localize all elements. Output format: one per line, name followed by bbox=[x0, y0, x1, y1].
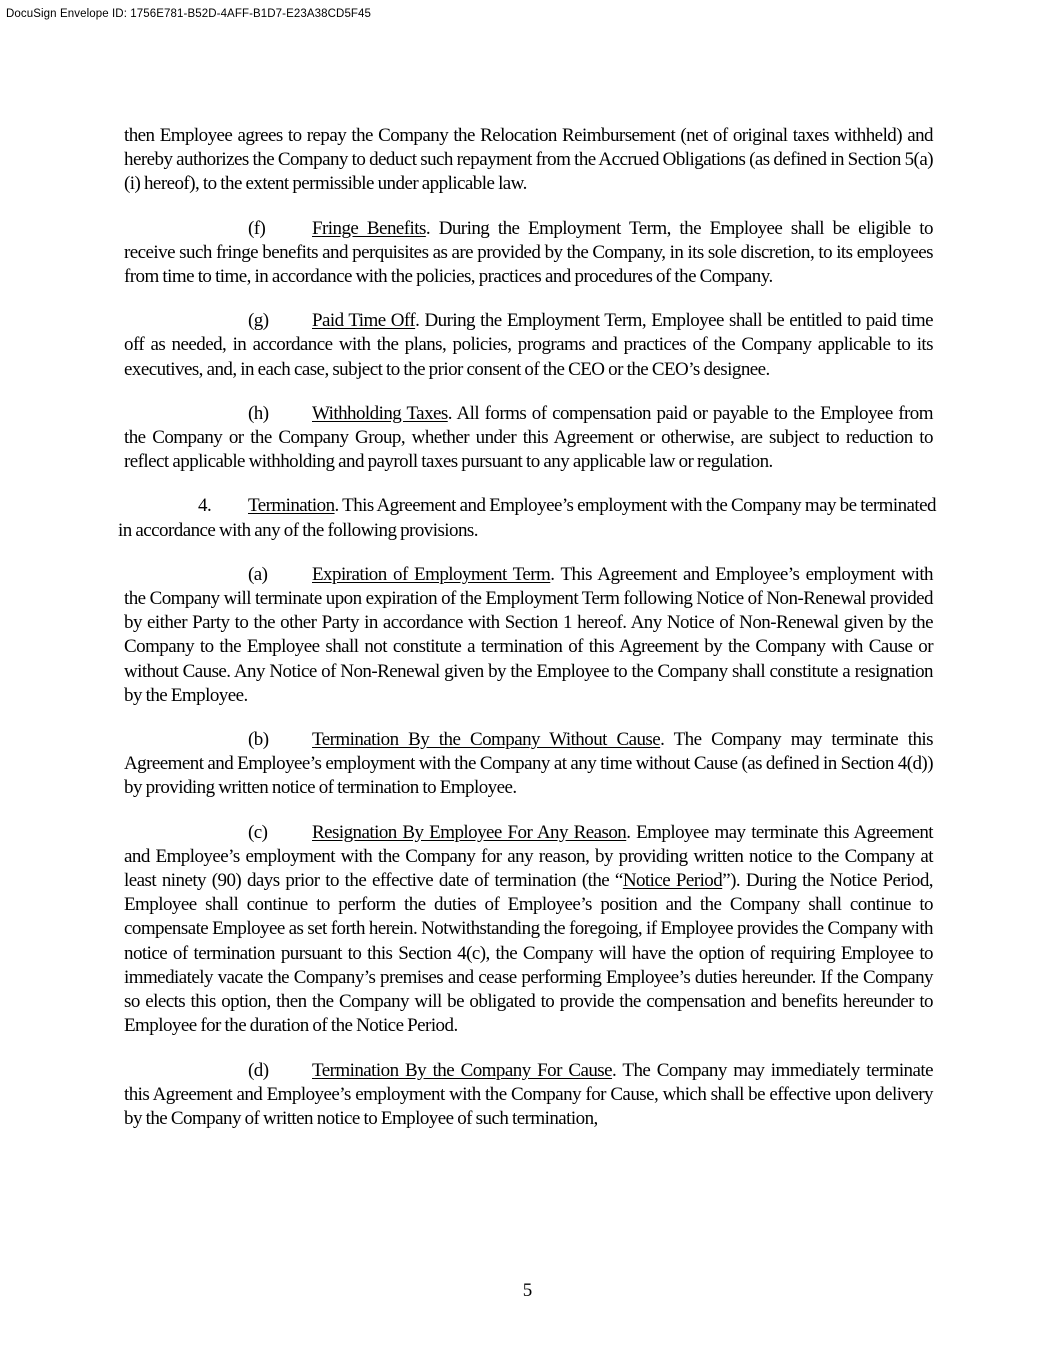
section-4-termination bbox=[118, 494, 936, 542]
section-label: (d) bbox=[248, 1059, 269, 1081]
section-label: (g) bbox=[248, 310, 269, 332]
section-label: 4. bbox=[198, 495, 212, 517]
section-4a-expiration bbox=[124, 563, 933, 708]
section-heading: Termination By the Company Without Cause bbox=[312, 729, 661, 751]
section-label: (b) bbox=[248, 729, 269, 751]
section-heading: Withholding Taxes bbox=[312, 402, 448, 424]
section-heading: Termination bbox=[248, 495, 335, 517]
section-4d-for-cause bbox=[124, 1059, 933, 1132]
document-body bbox=[118, 124, 936, 1151]
section-3g-paid-time-off bbox=[124, 309, 933, 382]
section-text: . Employee may terminate this Agreement and Employee’s employment with the Company for any reason, by providing written notice to the Company at least ninety (90) days prior to the effective date of termination (the “ bbox=[124, 821, 934, 892]
section-heading: Fringe Benefits bbox=[312, 217, 426, 239]
section-heading: Resignation By Employee For Any Reason bbox=[312, 821, 627, 843]
section-label: (f) bbox=[248, 217, 266, 239]
section-text: . This Agreement and Employee’s employment with the Company will terminate upon expiration of the Employment Term following Notice of Non-Renewal provided by either Party to the other Party in accordance with Section 1 hereof. Any Notice of Non-Renewal given by the Company to the Employee shall not constitute a termination of this Agreement by the Company with Cause or without Cause. Any Notice of Non-Renewal given by the Employee to the Company shall constitute a resignation by the Employee. bbox=[124, 563, 933, 706]
section-3f-fringe-benefits bbox=[124, 217, 933, 290]
section-heading: Paid Time Off bbox=[312, 310, 416, 332]
section-4b-without-cause bbox=[124, 728, 933, 801]
defined-term: Notice Period bbox=[622, 870, 723, 892]
section-label: (a) bbox=[248, 563, 268, 585]
section-heading: Expiration of Employment Term bbox=[312, 563, 551, 585]
section-text: . The Company may immediately terminate this Agreement and Employee’s employment with the Company for Cause, which shall be effective upon delivery by the Company of written notice to Employee of such termination, bbox=[124, 1059, 934, 1129]
section-3h-withholding-taxes bbox=[124, 402, 933, 475]
section-heading: Termination By the Company For Cause bbox=[312, 1059, 613, 1081]
section-text: . The Company may terminate this Agreement and Employee’s employment with the Company at any time without Cause (as defined in Section 4(d)) by providing written notice of termination to Employee. bbox=[124, 729, 933, 799]
section-text: . During the Employment Term, Employee shall be entitled to paid time off as needed, in accordance with the plans, policies, programs and practices of the Company applicable to its executives, and, in each case, subject to the prior consent of the CEO or the CEO’s designee. bbox=[124, 310, 933, 380]
section-label: (c) bbox=[248, 821, 268, 843]
page-number: 5 bbox=[522, 1280, 533, 1301]
section-text-continued: ”). During the Notice Period, Employee shall continue to perform the duties of Employee’s position and the Company shall continue to compensate Employee as set forth herein. Notwithstanding the foregoing, if Employee provides the Company with notice of termination pursuant to this Section 4(c), the Company will have the option of requiring Employee to immediately vacate the Company’s premises and cease performing Employee’s duties hereunder. If the Company so elects this option, then the Company will be obligated to provide the compensation and benefits hereunder to Employee for the duration of the Notice Period. bbox=[124, 870, 934, 1037]
section-text: . All forms of compensation paid or payable to the Employee from the Company or the Company Group, whether under this Agreement or otherwise, are subject to reduction to reflect applicable withholding and payroll taxes pursuant to any applicable law or regulation. bbox=[124, 402, 933, 473]
continued-paragraph: then Employee agrees to repay the Company the Relocation Reimbursement (net of original taxes withheld) and hereby authorizes the Company to deduct such repayment from the Accrued Obligations (as defined in Section 5(a)(i) hereof), to the extent permissible under applicable law. bbox=[124, 125, 933, 195]
section-text: . During the Employment Term, the Employee shall be eligible to receive such fringe benefits and perquisites as are provided by the Company, in its sole discretion, to its employees from time to time, in accordance with the policies, practices and procedures of the Company. bbox=[124, 217, 933, 288]
docusign-envelope-id: DocuSign Envelope ID: 1756E781-B52D-4AFF-B1D7-E23A38CD5F45 bbox=[6, 8, 372, 20]
section-label: (h) bbox=[248, 402, 269, 424]
section-text: . This Agreement and Employee’s employment with the Company may be terminated in accordance with any of the following provisions. bbox=[118, 495, 936, 541]
section-4c-resignation bbox=[124, 821, 933, 1039]
